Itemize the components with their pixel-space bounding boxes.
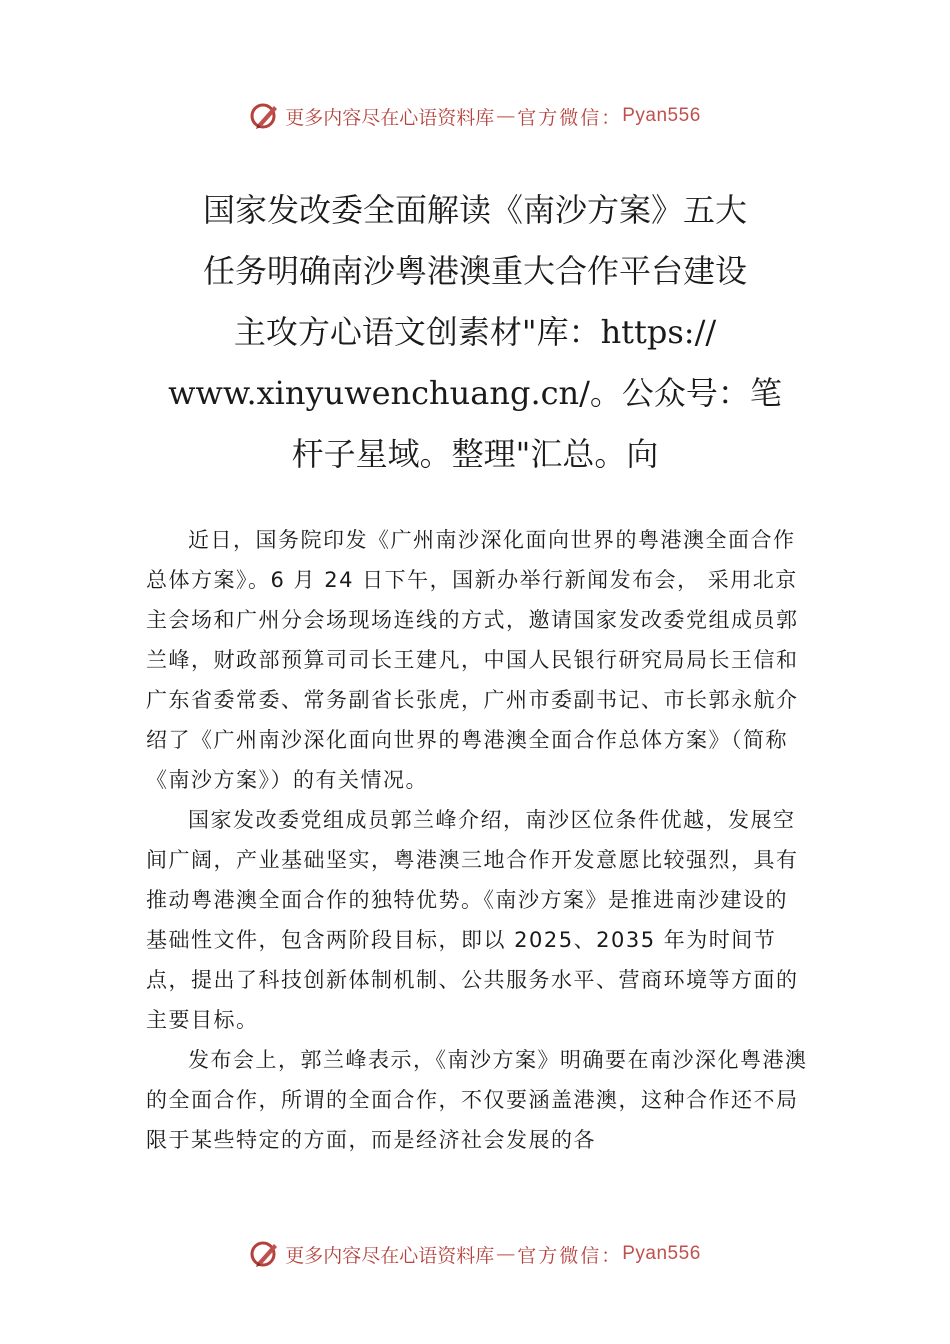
banner-wechat-label: 官方微信： [517, 106, 623, 129]
paragraph: 发布会上，郭兰峰表示，《南沙方案》明确要在南沙深化粤港澳的全面合作，所谓的全面合作，不仅要涵盖港澳，这种合作还不局限于某些特定的方面，而是经济社会发展的各 [146, 1048, 808, 1152]
banner-text: 更多内容尽在心语资料库 [285, 106, 495, 129]
paragraph: 国家发改委党组成员郭兰峰介绍，南沙区位条件优越，发展空间广阔，产业基础坚实，粤港澳三地合作开发意愿比较强烈，具有推动粤港澳全面合作的独特优势。《南沙方案》是推进南沙建设的基础性文件，包含两阶段目标，即以 2025、2035 年为时间节点，提出了科技创新体制机制、公共服务水平、营商环境等方面的主要目标。 [146, 808, 799, 1032]
paragraph: 近日，国务院印发《广州南沙深化面向世界的粤港澳全面合作总体方案》。6 月 24 日下午，国新办举行新闻发布会， 采用北京主会场和广州分会场现场连线的方式，邀请国家发改委党组成员郭兰峰，财政部预算司司长王建凡，中国人民银行研究局局长王信和广东省委常委、常务副省长张虎，广州市委副书记、市长郭永航介绍了《广州南沙深化面向世界的粤港澳全面合作总体方案》（简称《南沙方案》）的有关情况。 [146, 528, 799, 792]
header-banner [0, 96, 950, 136]
banner-text: 更多内容尽在心语资料库 [285, 1244, 495, 1267]
pen-logo-icon [249, 100, 281, 132]
title-line: 主攻方心语文创素材"库：https:// [233, 313, 717, 351]
banner-separator: — [496, 1243, 516, 1265]
title-line: 任务明确南沙粤港澳重大合作平台建设 [202, 252, 747, 290]
banner-wechat-handle: Pyan556 [622, 1243, 701, 1264]
title-line: 杆子星域。整理"汇总。向 [291, 435, 659, 473]
footer-banner [0, 1234, 950, 1274]
banner-wechat-label: 官方微信： [517, 1244, 623, 1267]
title-line: www.xinyuwenchuang.cn/。公众号：笔 [168, 374, 782, 412]
banner-wechat-handle: Pyan556 [622, 105, 701, 126]
pen-logo-icon [249, 1238, 281, 1270]
article-body [146, 520, 810, 1160]
title-line: 国家发改委全面解读《南沙方案》五大 [202, 191, 747, 229]
document-title [150, 180, 800, 485]
banner-separator: — [496, 105, 516, 127]
